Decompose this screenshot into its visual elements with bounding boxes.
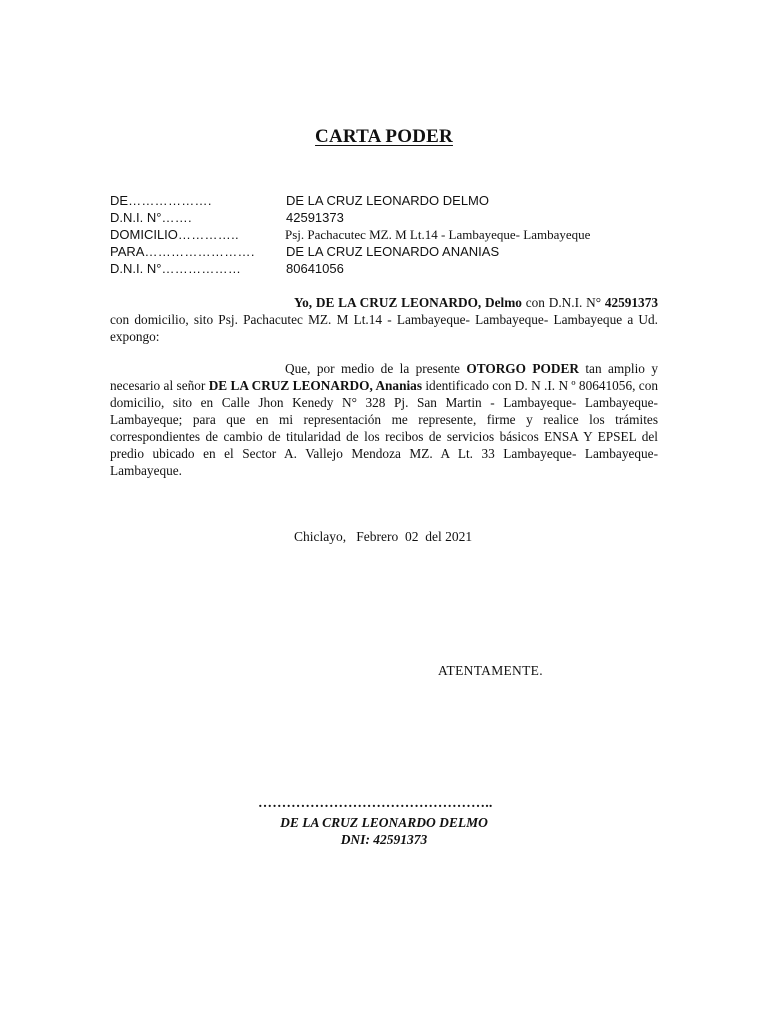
header-field-value: DE LA CRUZ LEONARDO DELMO: [286, 193, 489, 208]
header-field-label: D.N.I. N°…….: [110, 210, 192, 225]
header-field-label: PARA…………………….: [110, 244, 255, 259]
otorgo-poder: OTORGO PODER: [466, 361, 579, 376]
signature-dni: DNI: 42591373: [340, 832, 428, 847]
signature-line: …………………………………………..: [258, 796, 493, 811]
header-field-value: Psj. Pachacutec MZ. M Lt.14 - Lambayeque- Lambayeque: [285, 227, 591, 242]
representative-name: DE LA CRUZ LEONARDO, Ananias: [208, 378, 422, 393]
place-date: Chiclayo, Febrero 02 del 2021: [294, 529, 473, 544]
header-field-value: DE LA CRUZ LEONARDO ANANIAS: [286, 244, 500, 259]
signature-name: DE LA CRUZ LEONARDO DELMO: [280, 815, 488, 830]
document-title: CARTA PODER: [315, 126, 453, 147]
paragraph-grant: Que, por medio de la presente OTORGO PODER tan amplio y necesario al señor DE LA CRUZ LEONARDO, Ananias identificado con D. N .I. N º 80641056, con domicilio, sito en Calle Jhon Kenedy N° 328 Pj. San Martin - Lambayeque- Lambayeque- Lambayeque; para que en mi representación me represente, firme y realice los trámites correspondientes de cambio de titularidad de los recibos de servicios básicos ENSA Y EPSEL del predio ubicado en el Sector A. Vallejo Mendoza MZ. A Lt. 33 Lambayeque- Lambayeque- Lambayeque.: [110, 361, 659, 478]
header-field-value: 80641056: [286, 261, 344, 276]
paragraph-declaration: Yo, DE LA CRUZ LEONARDO, Delmo con D.N.I. N° 42591373 con domicilio, sito Psj. Pachacutec MZ. M Lt.14 - Lambayeque- Lambayeque- Lambayeque a Ud. expongo:: [110, 295, 658, 344]
closing: ATENTAMENTE.: [438, 663, 543, 678]
declarant-intro: Yo, DE LA CRUZ LEONARDO, Delmo: [294, 295, 522, 310]
header-field-value: 42591373: [286, 210, 344, 225]
header-field-label: DOMICILIO…………..: [110, 227, 239, 242]
header-field-label: DE……………….: [110, 193, 212, 208]
declarant-dni: 42591373: [604, 295, 658, 310]
header-field-label: D.N.I. N°………………: [110, 261, 242, 276]
